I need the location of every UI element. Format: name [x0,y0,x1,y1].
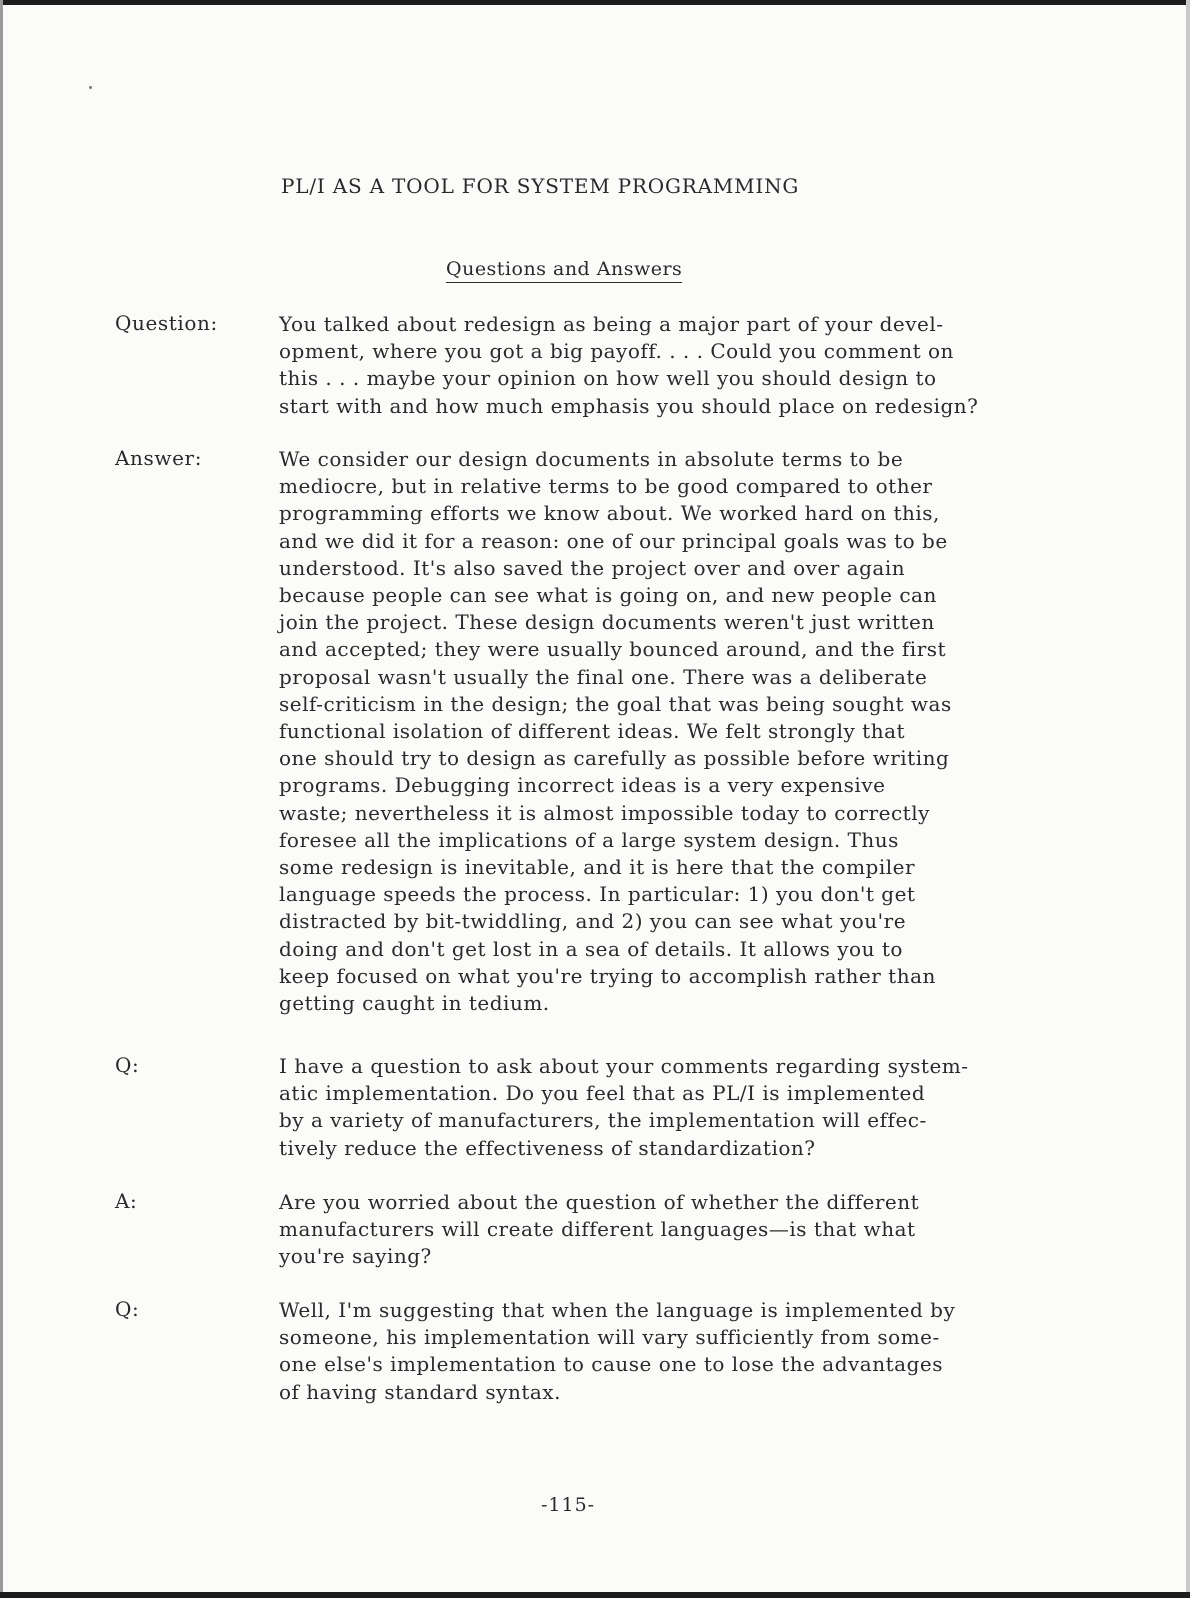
text-line: self-criticism in the design; the goal that was being sought was [279,691,952,716]
text-line: you're saying? [279,1244,432,1269]
text-line: functional isolation of different ideas. We felt strongly that [279,719,906,744]
text-line: understood. It's also saved the project over and over again [279,555,906,580]
text-line: proposal wasn't usually the final one. There was a deliberate [279,664,928,689]
text-line: foresee all the implications of a large system design. Thus [279,827,899,852]
text-line: because people can see what is going on, and new people can [279,583,937,608]
text-line: We consider our design documents in absolute terms to be [279,447,904,471]
entry-text [279,1189,1079,1271]
scan-edge-bottom [0,1592,1190,1598]
text-line: this . . . maybe your opinion on how well you should design to [279,366,937,391]
speaker-label: Q: [115,1297,140,1321]
scan-speck [89,86,92,89]
speaker-label: Question: [115,311,218,335]
section-heading: Questions and Answers [446,258,682,283]
entry-text [279,446,1079,1017]
scan-edge-top [0,0,1190,5]
scan-edge-left [0,0,3,1598]
text-line: getting caught in tedium. [279,991,550,1016]
text-line: by a variety of manufacturers, the implementation will effec- [279,1108,927,1133]
text-line: manufacturers will create different languages—is that what [279,1217,916,1242]
text-line: programming efforts we know about. We worked hard on this, [279,501,940,526]
text-line: Well, I'm suggesting that when the language is implemented by [279,1298,956,1322]
text-line: distracted by bit-twiddling, and 2) you can see what you're [279,909,907,934]
text-line: one should try to design as carefully as possible before writing [279,746,950,771]
text-line: one else's implementation to cause one to lose the advantages [279,1352,943,1377]
text-line: programs. Debugging incorrect ideas is a very expensive [279,773,886,798]
text-line: tively reduce the effectiveness of standardization? [279,1135,816,1160]
text-line: waste; nevertheless it is almost impossible today to correctly [279,800,930,825]
entry-text [279,1297,1079,1406]
text-line: of having standard syntax. [279,1379,561,1404]
text-line: some redesign is inevitable, and it is here that the compiler [279,855,916,880]
text-line: and accepted; they were usually bounced around, and the first [279,637,947,662]
text-line: opment, where you got a big payoff. . . . Could you comment on [279,339,954,364]
document-title: PL/I AS A TOOL FOR SYSTEM PROGRAMMING [281,174,800,198]
text-line: I have a question to ask about your comments regarding system- [279,1054,969,1078]
text-line: join the project. These design documents weren't just written [279,610,935,635]
text-line: doing and don't get lost in a sea of details. It allows you to [279,936,903,961]
speaker-label: Q: [115,1053,140,1077]
page-number: -115- [541,1494,596,1516]
speaker-label: Answer: [115,446,203,470]
text-line: Are you worried about the question of whether the different [279,1190,920,1214]
text-line: and we did it for a reason: one of our principal goals was to be [279,528,948,553]
text-line: atic implementation. Do you feel that as PL/I is implemented [279,1081,926,1106]
scan-edge-right [1186,0,1190,1598]
entry-text [279,311,1079,420]
text-line: keep focused on what you're trying to accomplish rather than [279,963,936,988]
text-line: start with and how much emphasis you should place on redesign? [279,393,979,418]
text-line: You talked about redesign as being a major part of your devel- [279,312,944,336]
text-line: language speeds the process. In particular: 1) you don't get [279,882,916,907]
text-line: mediocre, but in relative terms to be good compared to other [279,474,933,499]
text-line: someone, his implementation will vary sufficiently from some- [279,1325,940,1350]
entry-text [279,1053,1079,1162]
speaker-label: A: [115,1189,138,1213]
